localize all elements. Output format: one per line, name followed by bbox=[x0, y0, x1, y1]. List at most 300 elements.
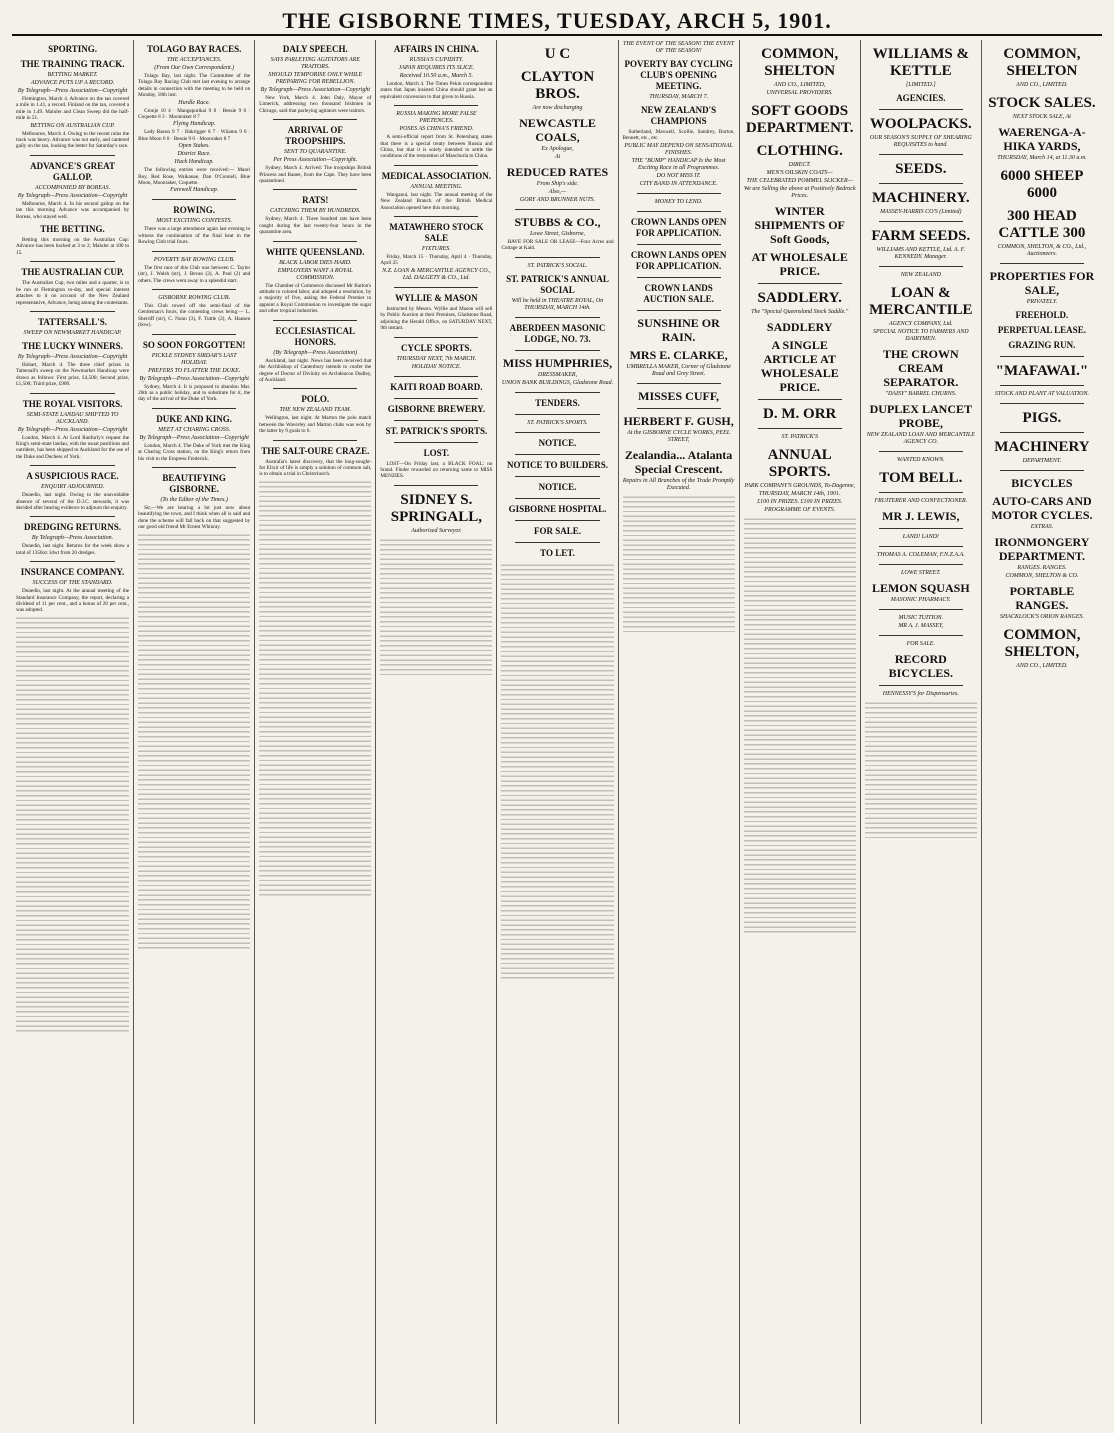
section-heading: ST. PATRICK'S ANNUAL SOCIAL bbox=[506, 273, 609, 295]
article-text: Hobart, March 4. The three chief prizes in Tattersall's sweep on the Newmarket Handicap were drawn as follows: First prize, £4,500; Second prize, £1,500; Third prize, £900. bbox=[16, 361, 130, 388]
subheading: BETTING ON AUSTRALIAN CUP. bbox=[30, 122, 115, 129]
subheading: From Ship's side. bbox=[536, 181, 579, 187]
section-heading: FOR SALE. bbox=[533, 525, 581, 536]
column-9 bbox=[981, 40, 1102, 1424]
section-heading: ROWING. bbox=[173, 205, 216, 216]
subheading: WILLIAMS AND KETTLE, Ltd. A. F. KENNEDY. Manager. bbox=[876, 247, 966, 260]
subheading: ST. PATRICK'S bbox=[781, 434, 818, 440]
subheading: RUSSIA'S CUPIDITY. bbox=[409, 57, 464, 63]
article-text: Dunedin, last night. Owing to the unavoidable absence of several of the D.J.C. stewards, it was decided after hearing evidence to adjourn the enquiry. bbox=[16, 492, 130, 511]
article-text: Auckland, last night. News has been received that the Archbishop of Canterbury intends to confer the degree of Doctor of Divinity on Archdeacon Dudley, of Auckland. bbox=[259, 357, 372, 383]
section-heading: MEDICAL ASSOCIATION. bbox=[381, 170, 492, 181]
section-heading: FREEHOLD. bbox=[1015, 310, 1069, 320]
subheading: AND CO., LIMITED. bbox=[1016, 82, 1068, 88]
column-rule bbox=[30, 311, 115, 312]
article-text: The Chamber of Commerce discussed Mr Barton's attitude to colored labor, and adopted a resolution, by a majority of five, asking the Federal Premier to appoint a Royal Commission to investigate the sugar and other tropical industries. bbox=[259, 282, 372, 315]
section-heading: PERPETUAL LEASE. bbox=[997, 325, 1086, 335]
subheading: AND CO., LIMITED. bbox=[1016, 663, 1068, 669]
subheading: THURSDAY, MARCH 7. bbox=[649, 94, 708, 100]
article-text: Instructed by Messrs. Wyllie and Mason will sell by Public Auction at their Premises, Gladstone Road, adjoining the Herald Office, on SATURDAY NEXT, 9th instant. bbox=[380, 305, 493, 332]
section-heading: WYLLIE & MASON bbox=[395, 292, 478, 303]
section-heading: GRAZING RUN. bbox=[1008, 340, 1076, 350]
section-heading: TENDERS. bbox=[535, 397, 580, 408]
column-rule bbox=[273, 189, 357, 190]
column-rule bbox=[152, 199, 236, 200]
article-text: There was a large attendance again last evening to witness the continuation of the final heat in the Rowing Club trial fours. bbox=[138, 226, 251, 246]
subheading: NEW ZEALAND LOAN AND MERCANTILE AGENCY CO. bbox=[866, 432, 975, 445]
section-heading: NOTICE. bbox=[538, 481, 577, 492]
ad-heading: HERBERT F. GUSH, bbox=[623, 413, 734, 428]
column-rule bbox=[152, 408, 236, 409]
column-1 bbox=[12, 40, 133, 1424]
ad-display-heading: PIGS. bbox=[1022, 410, 1062, 426]
column-rule bbox=[515, 476, 599, 477]
column-rule bbox=[879, 266, 963, 267]
article-text: Wanganui, last night. The annual meeting of the New Zealand Branch of the British Medical Association opened here this morning. bbox=[380, 191, 493, 211]
subheading: COMMON, SHELTON & CO. bbox=[1005, 573, 1079, 579]
article-text: New York, March 4. John Daly, Mayor of Limerick, addressing two thousand Irishmen in Chicago, said that parleying agitators were traitors. bbox=[259, 95, 372, 114]
column-rule bbox=[1000, 263, 1084, 264]
column-rule bbox=[879, 564, 963, 565]
column-rule bbox=[515, 350, 599, 351]
subheading: By Telegraph—Press Association—Copyright bbox=[17, 353, 128, 360]
subheading: Hurdle Race. bbox=[178, 99, 211, 106]
subheading: RANGES. RANGES. bbox=[1017, 565, 1067, 571]
column-5 bbox=[496, 40, 617, 1424]
subheading: CITY BAND IN ATTENDANCE. bbox=[639, 180, 718, 187]
subheading: Are now discharging bbox=[532, 105, 583, 111]
subheading: MONEY TO LEND. bbox=[654, 198, 703, 205]
ad-display-heading: MACHINERY bbox=[994, 439, 1090, 455]
subheading: (To the Editor of the Times.) bbox=[160, 496, 228, 503]
column-rule bbox=[637, 244, 721, 245]
ad-heading: SADDLERY bbox=[766, 320, 833, 334]
section-heading: THE LUCKY WINNERS. bbox=[22, 340, 123, 351]
subheading: NEXT STOCK SALE, At bbox=[1012, 114, 1071, 120]
subheading: MASONIC PHARMACY. bbox=[890, 597, 951, 603]
subheading: SPECIAL NOTICE TO FARMERS AND DAIRYMEN. bbox=[873, 329, 969, 342]
subheading: FIXTURES. bbox=[421, 246, 451, 253]
column-rule bbox=[515, 414, 599, 415]
column-rule bbox=[879, 451, 963, 452]
subheading: SAYS PARLEYING AGITATORS ARE TRAITORS. bbox=[270, 57, 360, 70]
subheading: CATCHING THEM BY HUNDREDS. bbox=[270, 208, 361, 215]
column-rule bbox=[637, 383, 721, 384]
ad-display-heading: "MAFAWAI." bbox=[995, 363, 1089, 379]
section-heading: MATAWHERO STOCK SALE bbox=[389, 222, 484, 244]
column-rule bbox=[152, 467, 236, 468]
subheading: SHOULD TEMPORISE ONLY WHILE PREPARING FOR REBELLION. bbox=[268, 72, 363, 85]
subheading: SENT TO QUARANTINE. bbox=[283, 149, 347, 156]
column-rule bbox=[879, 685, 963, 686]
column-rule bbox=[394, 420, 478, 421]
subheading: COMMON, SHELTON, & CO., Ltd., Auctioneers. bbox=[997, 244, 1087, 257]
section-heading: KAITI ROAD BOARD. bbox=[390, 381, 483, 392]
column-rule bbox=[273, 320, 357, 321]
column-rule bbox=[1000, 356, 1084, 357]
column-rule bbox=[30, 561, 115, 562]
subheading: BETTING MARKET. bbox=[47, 72, 98, 78]
column-6 bbox=[618, 40, 739, 1424]
section-heading: NOTICE TO BUILDERS. bbox=[507, 459, 608, 470]
article-text: Sydney, March 4. It is proposed to abandon Mar. 26th as a public holiday, and to substitute for it, the day of the arrival of the Duke of York. bbox=[138, 383, 251, 403]
article-text: Dunedin, last night. At the annual meeting of the Standard Insurance Company, the report, declaring a dividend of 11 per cent., and a bonus of 20 per cent., was adopted. bbox=[16, 588, 130, 614]
column-rule bbox=[273, 440, 357, 441]
ad-heading: AUTO-CARS AND MOTOR CYCLES. bbox=[991, 494, 1093, 522]
ad-display-heading: D. M. ORR bbox=[763, 406, 837, 422]
subheading: POSES AS CHINA'S FRIEND. bbox=[399, 126, 474, 133]
column-rule bbox=[879, 221, 963, 222]
subheading: SEMI-STATE LANDAU SHIFTED TO AUCKLAND. bbox=[26, 411, 119, 425]
ad-display-heading: MACHINERY. bbox=[871, 190, 970, 206]
text-lines bbox=[865, 699, 977, 839]
article-text: Sutherland, Maxwell, Scollie, Sandrey, Burton, Bennett, etc., etc. bbox=[622, 129, 735, 142]
subheading: PARK COMPANY'S GROUNDS, To-Dagenne, bbox=[744, 483, 856, 489]
column-rule bbox=[152, 289, 236, 290]
column-rule bbox=[515, 317, 599, 318]
text-lines bbox=[744, 515, 856, 935]
column-rule bbox=[515, 257, 599, 258]
subheading: The "Special Queensland Stock Saddle." bbox=[751, 309, 849, 315]
subheading: (By Telegraph—Press Association) bbox=[273, 349, 358, 356]
column-3 bbox=[254, 40, 375, 1424]
subheading: UNION BANK BUILDINGS, Gladstone Road. bbox=[501, 379, 614, 386]
section-heading: DREDGING RETURNS. bbox=[24, 522, 122, 533]
ad-heading: STUBBS & CO., bbox=[514, 215, 601, 229]
section-heading: AGENCIES. bbox=[896, 93, 946, 103]
subheading: HOLIDAY NOTICE. bbox=[411, 363, 462, 370]
column-rule bbox=[879, 154, 963, 155]
ad-heading: WAERENGA-A-HIKA YARDS, bbox=[998, 125, 1086, 153]
subheading: MOST EXCITING CONTESTS. bbox=[156, 218, 233, 225]
column-rule bbox=[879, 109, 963, 110]
column-rule bbox=[394, 216, 478, 217]
ad-display-heading: CLOTHING. bbox=[756, 143, 843, 159]
text-lines bbox=[16, 614, 129, 1034]
section-heading: POLO. bbox=[301, 394, 330, 405]
column-rule bbox=[30, 261, 115, 262]
subheading: HENNESSY'S for Dispensaries. bbox=[882, 691, 959, 697]
subheading: THE ACCEPTANCES. bbox=[166, 57, 222, 63]
column-rule bbox=[394, 165, 478, 166]
ad-display-heading: SIDNEY S. SPRINGALL, bbox=[390, 491, 483, 525]
subheading: Hack Handicap. bbox=[174, 159, 214, 166]
article-text: Tolago Bay, last night. The Committee of the Tolago Bay Racing Club met last evening to arrange details in connection with the meeting to be held on Monday, 18th inst. bbox=[138, 73, 251, 99]
subheading: LOWE STREET. bbox=[901, 570, 941, 576]
section-heading: TO LET. bbox=[540, 547, 575, 558]
text-lines bbox=[501, 561, 613, 981]
column-rule bbox=[394, 398, 478, 399]
section-heading: TATTERSALL'S. bbox=[38, 316, 108, 327]
column-rule bbox=[637, 277, 721, 278]
subheading: SWEEP ON NEWMARKET HANDICAP. bbox=[23, 329, 122, 336]
subheading: OUR SEASON'S SUPPLY OF SHEARING REQUISITES to hand. bbox=[869, 135, 972, 148]
subheading: AND CO., LIMITED, bbox=[773, 82, 826, 88]
article-text: Friday, March 15 · Thursday, April 4 · Thursday, April 25 bbox=[380, 254, 493, 267]
section-heading: SO SOON FORGOTTEN! bbox=[142, 339, 246, 350]
column-rule bbox=[1000, 470, 1084, 471]
column-rule bbox=[879, 609, 963, 610]
ad-display-heading: SEEDS. bbox=[895, 161, 947, 177]
column-rule bbox=[273, 388, 357, 389]
section-heading: TOLAGO BAY RACES. bbox=[146, 44, 242, 54]
text-lines bbox=[259, 478, 371, 898]
ad-heading: NEWCASTLE COALS, bbox=[519, 116, 596, 144]
ad-display-heading: FARM SEEDS. bbox=[871, 228, 971, 244]
subheading: NEW ZEALAND bbox=[900, 272, 941, 278]
article-text: The Australian Cup, two miles and a quarter, is to be run at Flemington to-day, and special interest attaches to it on account of the New Zealand representative, Advance, being among the contestants. bbox=[16, 280, 130, 306]
subheading: THURSDAY NEXT, 7th MARCH. bbox=[396, 355, 477, 362]
subheading: We are Selling the above at Positively Bedrock Prices. bbox=[743, 186, 856, 199]
subheading: STOCK AND PLANT AT VALUATION. bbox=[994, 391, 1089, 397]
ad-heading: A SINGLE ARTICLE AT WHOLESALE PRICE. bbox=[760, 338, 839, 394]
section-heading: A SUSPICIOUS RACE. bbox=[26, 471, 119, 482]
ad-display-heading: SOFT GOODS DEPARTMENT. bbox=[745, 103, 854, 136]
column-rule bbox=[879, 528, 963, 529]
subheading: Ex Apologue, bbox=[541, 146, 574, 152]
article-text: A semi-official report from St. Petersburg states that there is a special treaty between Russia and China, but that it is solely intended to settle the conditions of the restoration of Manchuria to China. bbox=[380, 134, 493, 160]
column-rule bbox=[758, 428, 842, 429]
subheading: By Telegraph—Press Association—Copyright bbox=[17, 426, 128, 433]
ad-heading: RECORD BICYCLES. bbox=[888, 652, 953, 680]
column-rule bbox=[879, 546, 963, 547]
subheading: Received 10.50 a.m., March 5. bbox=[399, 73, 474, 79]
ad-display-heading: SADDLERY. bbox=[757, 290, 842, 306]
article-text: Melbourne, March 4. Owing to the recent rains the track was heavy. Advance was not early, and cantered gaily on the tan, looking the better for Saturday's race. bbox=[16, 130, 130, 150]
ad-heading: IRONMONGERY DEPARTMENT. bbox=[994, 535, 1090, 563]
subheading: ST. PATRICK'S SOCIAL. bbox=[527, 262, 588, 269]
column-rule bbox=[394, 442, 478, 443]
ad-heading: MR J. LEWIS, bbox=[882, 509, 960, 523]
section-heading: ECCLESIASTICAL HONORS. bbox=[275, 325, 356, 347]
section-heading: CROWN LANDS OPEN FOR APPLICATION. bbox=[630, 216, 727, 238]
subheading: Authorised Surveyor. bbox=[411, 527, 462, 534]
subheading: GISBORNE ROWING CLUB. bbox=[158, 294, 231, 301]
subheading: Repairs in All Branches of the Trade Promptly Executed. bbox=[622, 477, 735, 491]
column-rule bbox=[879, 635, 963, 636]
column-rule bbox=[1000, 403, 1084, 404]
columns bbox=[12, 40, 1102, 1424]
text-lines bbox=[138, 531, 250, 951]
column-rule bbox=[637, 408, 721, 409]
newspaper-title: THE GISBORNE TIMES, TUESDAY, ARCH 5, 1901. bbox=[282, 8, 832, 33]
subheading: EMPLOYERS WANT A ROYAL COMMISSION. bbox=[277, 267, 353, 281]
subheading: PRIVATELY. bbox=[1026, 299, 1058, 305]
column-7 bbox=[739, 40, 860, 1424]
column-rule bbox=[758, 283, 842, 284]
column-rule bbox=[30, 516, 115, 517]
section-heading: CROWN LANDS AUCTION SALE. bbox=[643, 282, 714, 304]
section-heading: ST. PATRICK'S SPORTS. bbox=[385, 425, 488, 436]
subheading: BLACK LABOR DIES HARD. bbox=[279, 259, 352, 266]
article-text: London, March 4. The Times Pekin correspondent states that Japan insisted China should grant her an equivalent concession to that given to Russia. bbox=[380, 81, 493, 100]
subheading: THOMAS A. COLEMAN, F.N.Z.A.A. bbox=[876, 552, 965, 558]
article-text: Sydney, March 4. Three hundred rats have been caught during the last twenty-four hours in the quarantine area. bbox=[259, 216, 372, 236]
subheading: By Telegraph—Press Association. bbox=[31, 535, 114, 542]
ad-heading: PORTABLE RANGES. bbox=[1009, 584, 1075, 612]
subheading: PREFERS TO FLATTER THE DUKE. bbox=[148, 367, 241, 374]
subheading: THURSDAY, March 14, at 11.30 a.m. bbox=[997, 155, 1087, 161]
ad-heading: MRS E. CLARKE, bbox=[629, 347, 728, 362]
column-rule bbox=[273, 241, 357, 242]
column-rule bbox=[879, 492, 963, 493]
ad-display-heading: WOOLPACKS. bbox=[869, 116, 972, 132]
ad-display-heading: COMMON, SHELTON bbox=[1003, 46, 1081, 79]
subheading: ADVANCE PUTS UP A RECORD. bbox=[30, 80, 115, 86]
ad-display-heading: LOAN & MERCANTILE bbox=[869, 285, 973, 318]
article-text: The first race of this Club was between C. Taylor (str), J. Walsh (str), J. Bevan (3), A. Paul (2) and others. The crews went away to a splendid start. bbox=[138, 264, 251, 284]
section-heading: THE AUSTRALIAN CUP. bbox=[21, 267, 124, 278]
column-rule bbox=[394, 485, 478, 486]
subheading: DO NOT MISS IT. bbox=[656, 172, 701, 179]
subheading: UNIVERSAL PROVIDERS. bbox=[766, 90, 833, 96]
ad-heading: MISSES CUFF, bbox=[638, 388, 720, 403]
article-text: London, March 4. At Lord Ranfurly's request the King's semi-state landau, with the usual postilions and outriders, has been shipped to Auckland for the use of the Duke and Duchess of York. bbox=[16, 434, 130, 460]
subheading: MUSIC TUITION. bbox=[898, 615, 944, 621]
subheading: [LIMITED.] bbox=[905, 82, 936, 88]
subheading: THURSDAY, MARCH 14th, 1901. bbox=[758, 491, 841, 497]
subheading: Per Press Association—Copyright. bbox=[273, 157, 358, 164]
subheading: ENQUIRY ADJOURNED. bbox=[41, 484, 105, 491]
section-heading: CYCLE SPORTS. bbox=[401, 342, 472, 353]
ad-display-heading: STOCK SALES. bbox=[988, 95, 1096, 111]
section-heading: NOTICE. bbox=[538, 437, 577, 448]
subheading: DEPARTMENT. bbox=[1022, 458, 1062, 464]
subheading: THE NEW ZEALAND TEAM. bbox=[279, 407, 352, 414]
section-heading: AFFAIRS IN CHINA. bbox=[393, 44, 479, 54]
column-rule bbox=[30, 155, 115, 156]
section-heading: SPORTING. bbox=[48, 44, 98, 54]
article-text: This Club rowed off the semi-final of the Gentleman's fours, the contesting crews being:— L. Sherriff (str), C. Nunn (3), F. Tuttle (2), A. Hansen (bow). bbox=[138, 302, 251, 329]
column-rule bbox=[394, 337, 478, 338]
section-heading: DALY SPEECH. bbox=[282, 44, 348, 54]
article-text: Lady Raeon 9 7 · Hakrigger 8 7 · Wiiamu 9 0 · Blue Moon 6 0 · Bessie 9 0 · Moonraker 8 7 bbox=[138, 129, 251, 142]
subheading: N.Z. LOAN & MERCANTILE AGENCY CO., Ltd. DALGETY & CO., Ltd. bbox=[382, 267, 491, 281]
subheading: RUSSIA MAKING MORE FALSE PRETENCES. bbox=[396, 111, 477, 125]
subheading: ANNUAL MEETING. bbox=[410, 183, 463, 190]
subheading: (From Our Own Correspondent.) bbox=[154, 65, 235, 71]
subheading: AGENCY COMPANY, Ltd. bbox=[888, 321, 953, 327]
subheading: By Telegraph—Press Association—Copyright bbox=[17, 88, 128, 94]
section-heading: GISBORNE BREWERY. bbox=[387, 403, 486, 414]
text-lines bbox=[623, 493, 735, 633]
section-heading: THE TRAINING TRACK. bbox=[20, 59, 125, 69]
ad-heading: REDUCED RATES bbox=[506, 165, 609, 179]
column-rule bbox=[758, 399, 842, 400]
subheading: DIRECT. bbox=[788, 162, 811, 168]
subheading: District Race. bbox=[177, 151, 211, 158]
column-rule bbox=[515, 209, 599, 210]
section-heading: ADVANCE'S GREAT GALLOP. bbox=[30, 160, 116, 182]
column-4 bbox=[375, 40, 496, 1424]
section-heading: NEW ZEALAND'S CHAMPIONS bbox=[641, 105, 717, 126]
column-rule bbox=[394, 376, 478, 377]
subheading: THE "BUMP" HANDICAP Is the Most Exciting Race in all Programmes. bbox=[631, 157, 726, 171]
article-text: London, March 4. The Duke of York met the King at Charing Cross station, on the King's return from his visit to the Empress Frederick. bbox=[138, 442, 251, 462]
masthead bbox=[12, 6, 1102, 36]
section-heading: THE SALT-OURE CRAZE. bbox=[261, 445, 370, 456]
ad-heading: BICYCLES bbox=[1011, 476, 1073, 490]
ad-heading: DUPLEX LANCET PROBE, bbox=[869, 402, 972, 430]
subheading: Flying Handicap. bbox=[173, 121, 216, 128]
subheading: MEN'S OILSKIN COATS— bbox=[766, 170, 833, 176]
subheading: FOR SALE. bbox=[906, 641, 935, 647]
subheading: At bbox=[554, 154, 561, 160]
subheading: Open Stakes. bbox=[178, 143, 210, 150]
subheading: Farewell Handicap. bbox=[170, 187, 219, 194]
article-text: Dunedin, last night. Returns for the week show a total of 1350oz 1dwt from 20 dredges. bbox=[16, 543, 130, 556]
article-text: Melbourne, March 4. In his second gallop on the tan this morning Advance was accompanied by Boreas, who stayed well. bbox=[16, 200, 130, 220]
column-rule bbox=[152, 251, 236, 252]
subheading: Also,— bbox=[548, 189, 567, 195]
subheading: LAND! LAND! bbox=[902, 534, 939, 540]
ad-heading: LEMON SQUASH bbox=[871, 581, 970, 595]
column-rule bbox=[515, 520, 599, 521]
column-rule bbox=[637, 193, 721, 194]
column-8 bbox=[860, 40, 981, 1424]
section-heading: RATS! bbox=[302, 195, 329, 206]
ad-display-heading: 300 HEAD CATTLE 300 bbox=[998, 208, 1086, 241]
article-text: Australia's latest discovery, that the long-sought-for Elixir of life is simply a solution of common salt, is to obtain a trial in Christchurch. bbox=[259, 458, 372, 478]
subheading: JAPAN REQUIRES ITS SLICE. bbox=[398, 65, 475, 71]
subheading: GORY AND BRUNNER NUTS. bbox=[519, 197, 596, 203]
ad-heading: PROPERTIES FOR SALE, bbox=[989, 269, 1095, 297]
article-text: Cronje 10 4 · Mangapurikai 9 0 · Bessie 9 0 · Coquette 8 3 · Moonraker 8 7 bbox=[138, 107, 251, 121]
ad-heading: MISS HUMPHRIES, bbox=[502, 355, 613, 370]
column-rule bbox=[515, 432, 599, 433]
ad-heading: SUNSHINE OR RAIN. bbox=[637, 315, 720, 344]
subheading: WANTED KNOWN. bbox=[896, 457, 945, 463]
subheading: Lowe Street, Gisborne, bbox=[529, 231, 586, 237]
subheading: By Telegraph—Press Association—Copyright bbox=[17, 192, 128, 199]
section-heading: BEAUTIFYING GISBORNE. bbox=[162, 472, 226, 494]
column-rule bbox=[152, 334, 236, 335]
column-rule bbox=[515, 392, 599, 393]
subheading: EXTRAS. bbox=[1030, 524, 1054, 530]
column-rule bbox=[515, 498, 599, 499]
article-text: LOST—On Friday last, a BLACK FOAL; no brand. Finder rewarded on returning same to MISS MENZIES. bbox=[380, 460, 493, 480]
section-heading: DUKE AND KING. bbox=[156, 413, 233, 424]
ad-display-heading: COMMON, SHELTON, bbox=[1003, 627, 1081, 660]
subheading: PICKLE SYDNEY SIRDAR'S LAST HOLIDAY. bbox=[151, 352, 237, 366]
article-text: Sir,—We are hearing a lot just now about beautifying the town, and I think when all is said and done the scheme will fall back on that suggested by our good old friend Mr Ernest Whinray. bbox=[138, 504, 251, 531]
subheading: DRESSMAKER, bbox=[537, 371, 578, 378]
section-heading: LOST. bbox=[423, 447, 450, 458]
subheading: PROGRAMME OF EVENTS. bbox=[764, 507, 836, 513]
column-rule bbox=[30, 393, 115, 394]
section-heading: ABERDEEN MASONIC LODGE, NO. 73. bbox=[509, 322, 606, 344]
section-heading: GISBORNE HOSPITAL. bbox=[508, 503, 607, 514]
subheading: By Telegraph—Press Association—Copyright bbox=[139, 375, 249, 382]
subheading: At the GISBORNE CYCLE WORKS, PEEL STREET, bbox=[627, 429, 731, 443]
subheading: By Telegraph—Press Association—Copyright bbox=[260, 87, 370, 93]
section-heading: THE BETTING. bbox=[40, 224, 105, 235]
ad-display-heading: U C bbox=[544, 46, 571, 62]
subheading: £100 IN PRIZES. £100 IN PRIZES. bbox=[757, 499, 843, 505]
ad-heading: THE CROWN CREAM SEPARATOR. bbox=[882, 347, 959, 389]
column-rule bbox=[879, 183, 963, 184]
ad-display-heading: TOM BELL. bbox=[879, 470, 963, 486]
section-heading: WHITE QUEENSLAND. bbox=[266, 246, 365, 257]
column-rule bbox=[30, 465, 115, 466]
article-text: Wellington, last night. At Marton the polo match between the Waverley and Marton clubs was won by the latter by 9 goals to 6. bbox=[259, 415, 372, 435]
column-rule bbox=[637, 211, 721, 212]
column-2 bbox=[133, 40, 254, 1424]
subheading: MR A. J. MASSEY, bbox=[898, 623, 944, 629]
section-heading: CROWN LANDS OPEN FOR APPLICATION. bbox=[630, 249, 727, 271]
text-lines bbox=[380, 536, 492, 676]
article-text: HAVE FOR SALE OR LEASE—Four Acres and Cottage at Kaiti. bbox=[501, 239, 614, 252]
